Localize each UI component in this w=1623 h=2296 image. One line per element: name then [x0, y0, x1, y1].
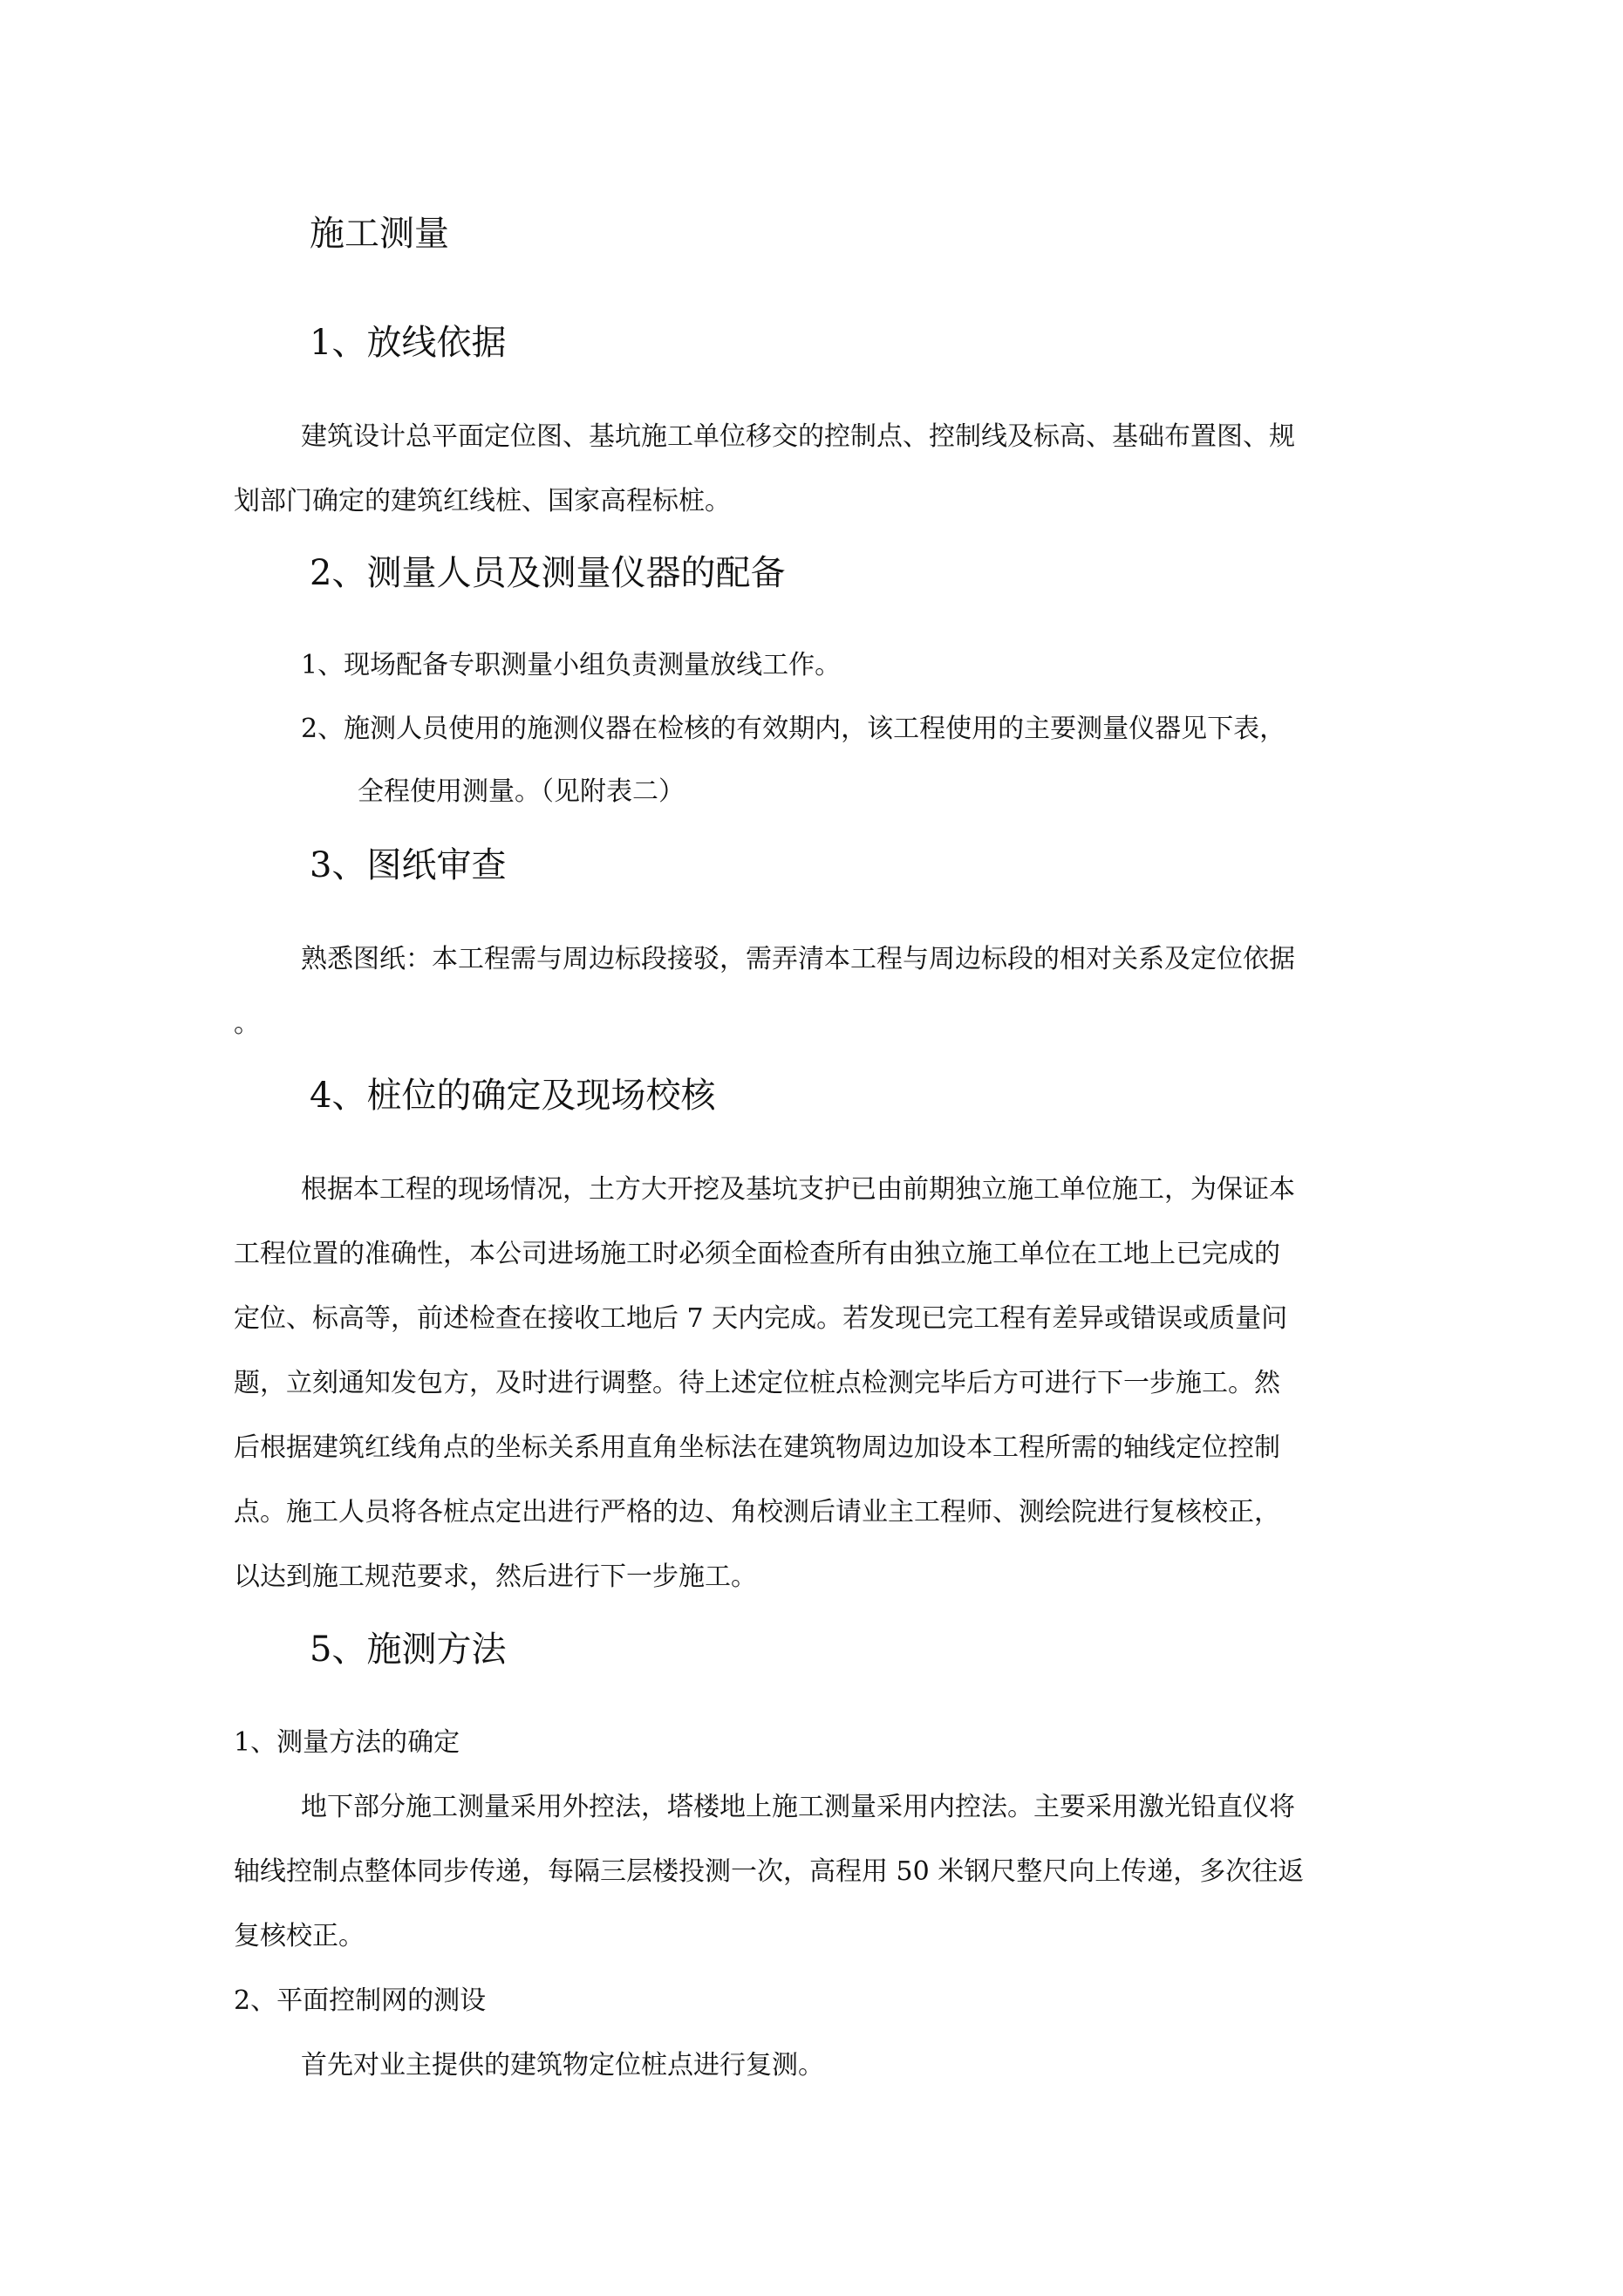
subsection-label-5-1: 1、测量方法的确定: [234, 1727, 460, 1758]
subsection-label-5-2: 2、平面控制网的测设: [234, 1985, 487, 2016]
section-3-line-2: 。: [234, 1008, 260, 1039]
page-title: 施工测量: [310, 214, 449, 254]
section-2-item-2-cont: 全程使用测量。（见附表二）: [358, 776, 685, 807]
section-4-line-7: 以达到施工规范要求，然后进行下一步施工。: [234, 1561, 757, 1592]
subsection-5-2-line-1: 首先对业主提供的建筑物定位桩点进行复测。: [301, 2050, 824, 2081]
section-4-line-3: 定位、标高等，前述检查在接收工地后 7 天内完成。若发现已完工程有差异或错误或质量问: [234, 1303, 1288, 1334]
section-4-line-5: 后根据建筑红线角点的坐标关系用直角坐标法在建筑物周边加设本工程所需的轴线定位控制: [234, 1432, 1280, 1463]
section-4-line-4: 题，立刻通知发包方，及时进行调整。待上述定位桩点检测完毕后方可进行下一步施工。然: [234, 1368, 1280, 1398]
subsection-5-1-line-2: 轴线控制点整体同步传递，每隔三层楼投测一次，高程用 50 米钢尺整尺向上传递，多次往返: [234, 1856, 1305, 1887]
section-1-line-1: 建筑设计总平面定位图、基坑施工单位移交的控制点、控制线及标高、基础布置图、规: [301, 421, 1295, 452]
section-4-line-6: 点。施工人员将各桩点定出进行严格的边、角校测后请业主工程师、测绘院进行复核校正，: [234, 1497, 1280, 1527]
section-4-line-1: 根据本工程的现场情况，土方大开挖及基坑支护已由前期独立施工单位施工，为保证本: [301, 1174, 1295, 1205]
section-heading-3: 3、图纸审查: [310, 845, 507, 885]
section-4-line-2: 工程位置的准确性，本公司进场施工时必须全面检查所有由独立施工单位在工地上已完成的: [234, 1239, 1280, 1269]
section-3-line-1: 熟悉图纸：本工程需与周边标段接驳，需弄清本工程与周边标段的相对关系及定位依据: [301, 944, 1295, 974]
section-heading-4: 4、桩位的确定及现场校核: [310, 1076, 716, 1116]
subsection-5-1-line-1: 地下部分施工测量采用外控法，塔楼地上施工测量采用内控法。主要采用激光铅直仪将: [301, 1792, 1295, 1822]
section-1-line-2: 划部门确定的建筑红线桩、国家高程标桩。: [234, 486, 731, 516]
section-heading-2: 2、测量人员及测量仪器的配备: [310, 553, 786, 593]
subsection-5-1-line-3: 复核校正。: [234, 1921, 365, 1951]
section-heading-5: 5、施测方法: [310, 1630, 507, 1670]
section-2-item-2: 2、施测人员使用的施测仪器在检核的有效期内，该工程使用的主要测量仪器见下表，: [301, 714, 1286, 744]
section-heading-1: 1、放线依据: [310, 323, 507, 363]
section-2-item-1: 1、现场配备专职测量小组负责测量放线工作。: [301, 650, 842, 680]
